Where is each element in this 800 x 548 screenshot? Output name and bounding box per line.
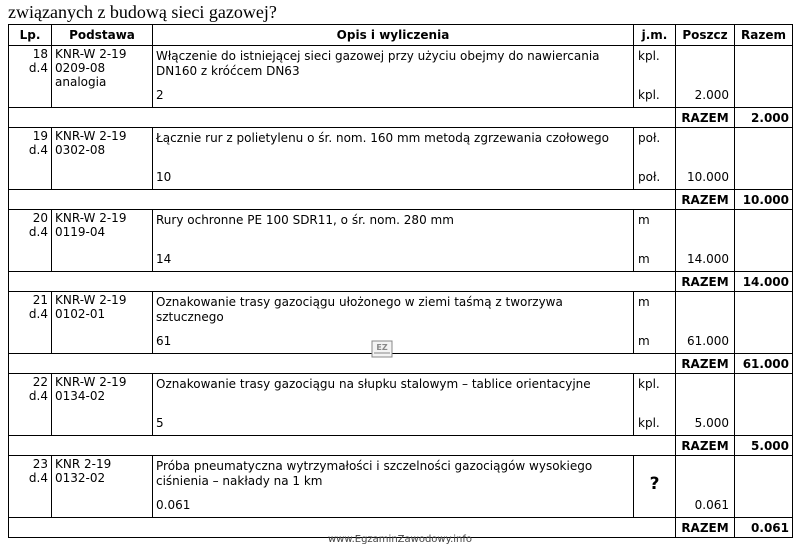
lp-cell: [9, 46, 52, 108]
opis-text: Łącznie rur z polietylenu o śr. nom. 160 mm metodą zgrzewania czołowego: [156, 131, 609, 145]
logo-text: EZ: [376, 343, 388, 352]
lp-cell: [9, 374, 52, 436]
jm-cell: [634, 128, 676, 190]
header-razem: Razem: [735, 25, 793, 46]
jm-cell: [634, 374, 676, 436]
header-podstawa: Podstawa: [52, 25, 153, 46]
razem-spacer: [9, 354, 676, 374]
podstawa-line: KNR-W 2-19: [55, 129, 127, 143]
header-opis: Opis i wyliczenia: [153, 25, 634, 46]
podstawa-line: 0132-02: [55, 471, 106, 485]
table-header-row: [9, 25, 793, 46]
lp-number: 22: [32, 375, 48, 389]
opis-quantity: 14: [156, 252, 172, 266]
podstawa-line: KNR-W 2-19: [55, 47, 127, 61]
opis-quantity: 2: [156, 88, 164, 102]
podstawa-cell: [52, 210, 153, 272]
unit-top: m: [638, 213, 650, 227]
razem-value: 2.000: [735, 108, 793, 128]
podstawa-line: 0209-08: [55, 61, 106, 75]
jm-cell: [634, 46, 676, 108]
lp-cell: [9, 456, 52, 518]
jm-cell: [634, 210, 676, 272]
opis-cell: [153, 456, 634, 518]
lp-sub: d.4: [28, 61, 48, 75]
opis-text: Rury ochronne PE 100 SDR11, o śr. nom. 280 mm: [156, 213, 454, 227]
razem-cell-empty: [735, 374, 793, 436]
razem-row: [9, 436, 793, 456]
unit-bottom: poł.: [638, 170, 661, 184]
podstawa-line: 0119-04: [55, 225, 106, 239]
razem-row: [9, 354, 793, 374]
poszcz-cell: [676, 292, 735, 354]
egzamin-logo-watermark: [371, 340, 393, 358]
razem-value: 5.000: [735, 436, 793, 456]
razem-value: 14.000: [735, 272, 793, 292]
opis-cell: [153, 128, 634, 190]
razem-label: RAZEM: [676, 518, 735, 538]
unit-bottom: kpl.: [638, 416, 660, 430]
lp-number: 18: [32, 47, 48, 61]
podstawa-line: analogia: [55, 75, 107, 89]
podstawa-cell: [52, 456, 153, 518]
razem-value: 0.061: [735, 518, 793, 538]
razem-cell-empty: [735, 456, 793, 518]
table-row: [9, 292, 793, 354]
poszcz-cell: [676, 456, 735, 518]
razem-label: RAZEM: [676, 354, 735, 374]
podstawa-line: KNR-W 2-19: [55, 211, 127, 225]
razem-cell-empty: [735, 210, 793, 272]
podstawa-line: KNR-W 2-19: [55, 293, 127, 307]
lp-number: 23: [32, 457, 48, 471]
unit-bottom: kpl.: [638, 88, 660, 102]
razem-spacer: [9, 190, 676, 210]
opis-cell: [153, 46, 634, 108]
lp-number: 20: [32, 211, 48, 225]
razem-value: 10.000: [735, 190, 793, 210]
razem-row: [9, 272, 793, 292]
table-row: [9, 46, 793, 108]
poszcz-value: 61.000: [687, 334, 729, 348]
poszcz-value: 5.000: [694, 416, 729, 430]
podstawa-line: 0102-01: [55, 307, 106, 321]
razem-label: RAZEM: [676, 190, 735, 210]
poszcz-value: 14.000: [687, 252, 729, 266]
poszcz-cell: [676, 46, 735, 108]
razem-value: 61.000: [735, 354, 793, 374]
poszcz-value: 2.000: [694, 88, 729, 102]
unit-bottom: m: [638, 252, 650, 266]
unknown-unit-question-mark: ?: [649, 474, 660, 494]
opis-cell: [153, 374, 634, 436]
unit-top: m: [638, 295, 650, 309]
opis-text: Próba pneumatyczna wytrzymałości i szczelności gazociągów wysokiego ciśnienia – nakłady na 1 km: [156, 459, 593, 488]
opis-quantity: 10: [156, 170, 172, 184]
podstawa-cell: [52, 46, 153, 108]
podstawa-line: 0302-08: [55, 143, 106, 157]
razem-label: RAZEM: [676, 108, 735, 128]
razem-label: RAZEM: [676, 272, 735, 292]
opis-quantity: 61: [156, 334, 172, 348]
unit-top: kpl.: [638, 49, 660, 63]
lp-cell: [9, 128, 52, 190]
lp-sub: d.4: [28, 143, 48, 157]
footer-url: www.EgzaminZawodowy.info: [327, 534, 473, 545]
lp-number: 21: [32, 293, 48, 307]
lp-sub: d.4: [28, 471, 48, 485]
cost-estimate-table: [8, 24, 793, 538]
header-lp: Lp.: [9, 25, 52, 46]
podstawa-cell: [52, 292, 153, 354]
opis-text: Oznakowanie trasy gazociągu na słupku stalowym – tablice orientacyjne: [156, 377, 591, 391]
header-poszcz: Poszcz: [676, 25, 735, 46]
razem-cell-empty: [735, 128, 793, 190]
table-row: [9, 210, 793, 272]
razem-row: [9, 108, 793, 128]
header-jm: j.m.: [634, 25, 676, 46]
table-row: [9, 456, 793, 518]
poszcz-cell: [676, 128, 735, 190]
razem-cell-empty: [735, 46, 793, 108]
poszcz-cell: [676, 210, 735, 272]
podstawa-cell: [52, 128, 153, 190]
razem-spacer: [9, 108, 676, 128]
poszcz-cell: [676, 374, 735, 436]
opis-text: Oznakowanie trasy gazociągu ułożonego w ziemi taśmą z tworzywa sztucznego: [156, 295, 563, 324]
razem-cell-empty: [735, 292, 793, 354]
jm-cell: [634, 456, 676, 518]
opis-quantity: 5: [156, 416, 164, 430]
opis-text: Włączenie do istniejącej sieci gazowej przy użyciu obejmy do nawiercania DN160 z króćcem DN63: [156, 49, 600, 78]
podstawa-cell: [52, 374, 153, 436]
jm-cell: [634, 292, 676, 354]
razem-spacer: [9, 436, 676, 456]
poszcz-value: 0.061: [694, 498, 729, 512]
unit-top: poł.: [638, 131, 661, 145]
table-row: [9, 374, 793, 436]
razem-row: [9, 190, 793, 210]
lp-number: 19: [32, 129, 48, 143]
question-title: związanych z budową sieci gazowej?: [8, 2, 277, 22]
lp-sub: d.4: [28, 225, 48, 239]
razem-label: RAZEM: [676, 436, 735, 456]
unit-bottom: m: [638, 334, 650, 348]
podstawa-line: KNR 2-19: [55, 457, 112, 471]
lp-cell: [9, 210, 52, 272]
razem-spacer: [9, 272, 676, 292]
lp-cell: [9, 292, 52, 354]
lp-sub: d.4: [28, 307, 48, 321]
opis-quantity: 0.061: [156, 498, 191, 512]
opis-cell: [153, 292, 634, 354]
podstawa-line: 0134-02: [55, 389, 106, 403]
table-row: [9, 128, 793, 190]
opis-cell: [153, 210, 634, 272]
podstawa-line: KNR-W 2-19: [55, 375, 127, 389]
unit-top: kpl.: [638, 377, 660, 391]
poszcz-value: 10.000: [687, 170, 729, 184]
lp-sub: d.4: [28, 389, 48, 403]
